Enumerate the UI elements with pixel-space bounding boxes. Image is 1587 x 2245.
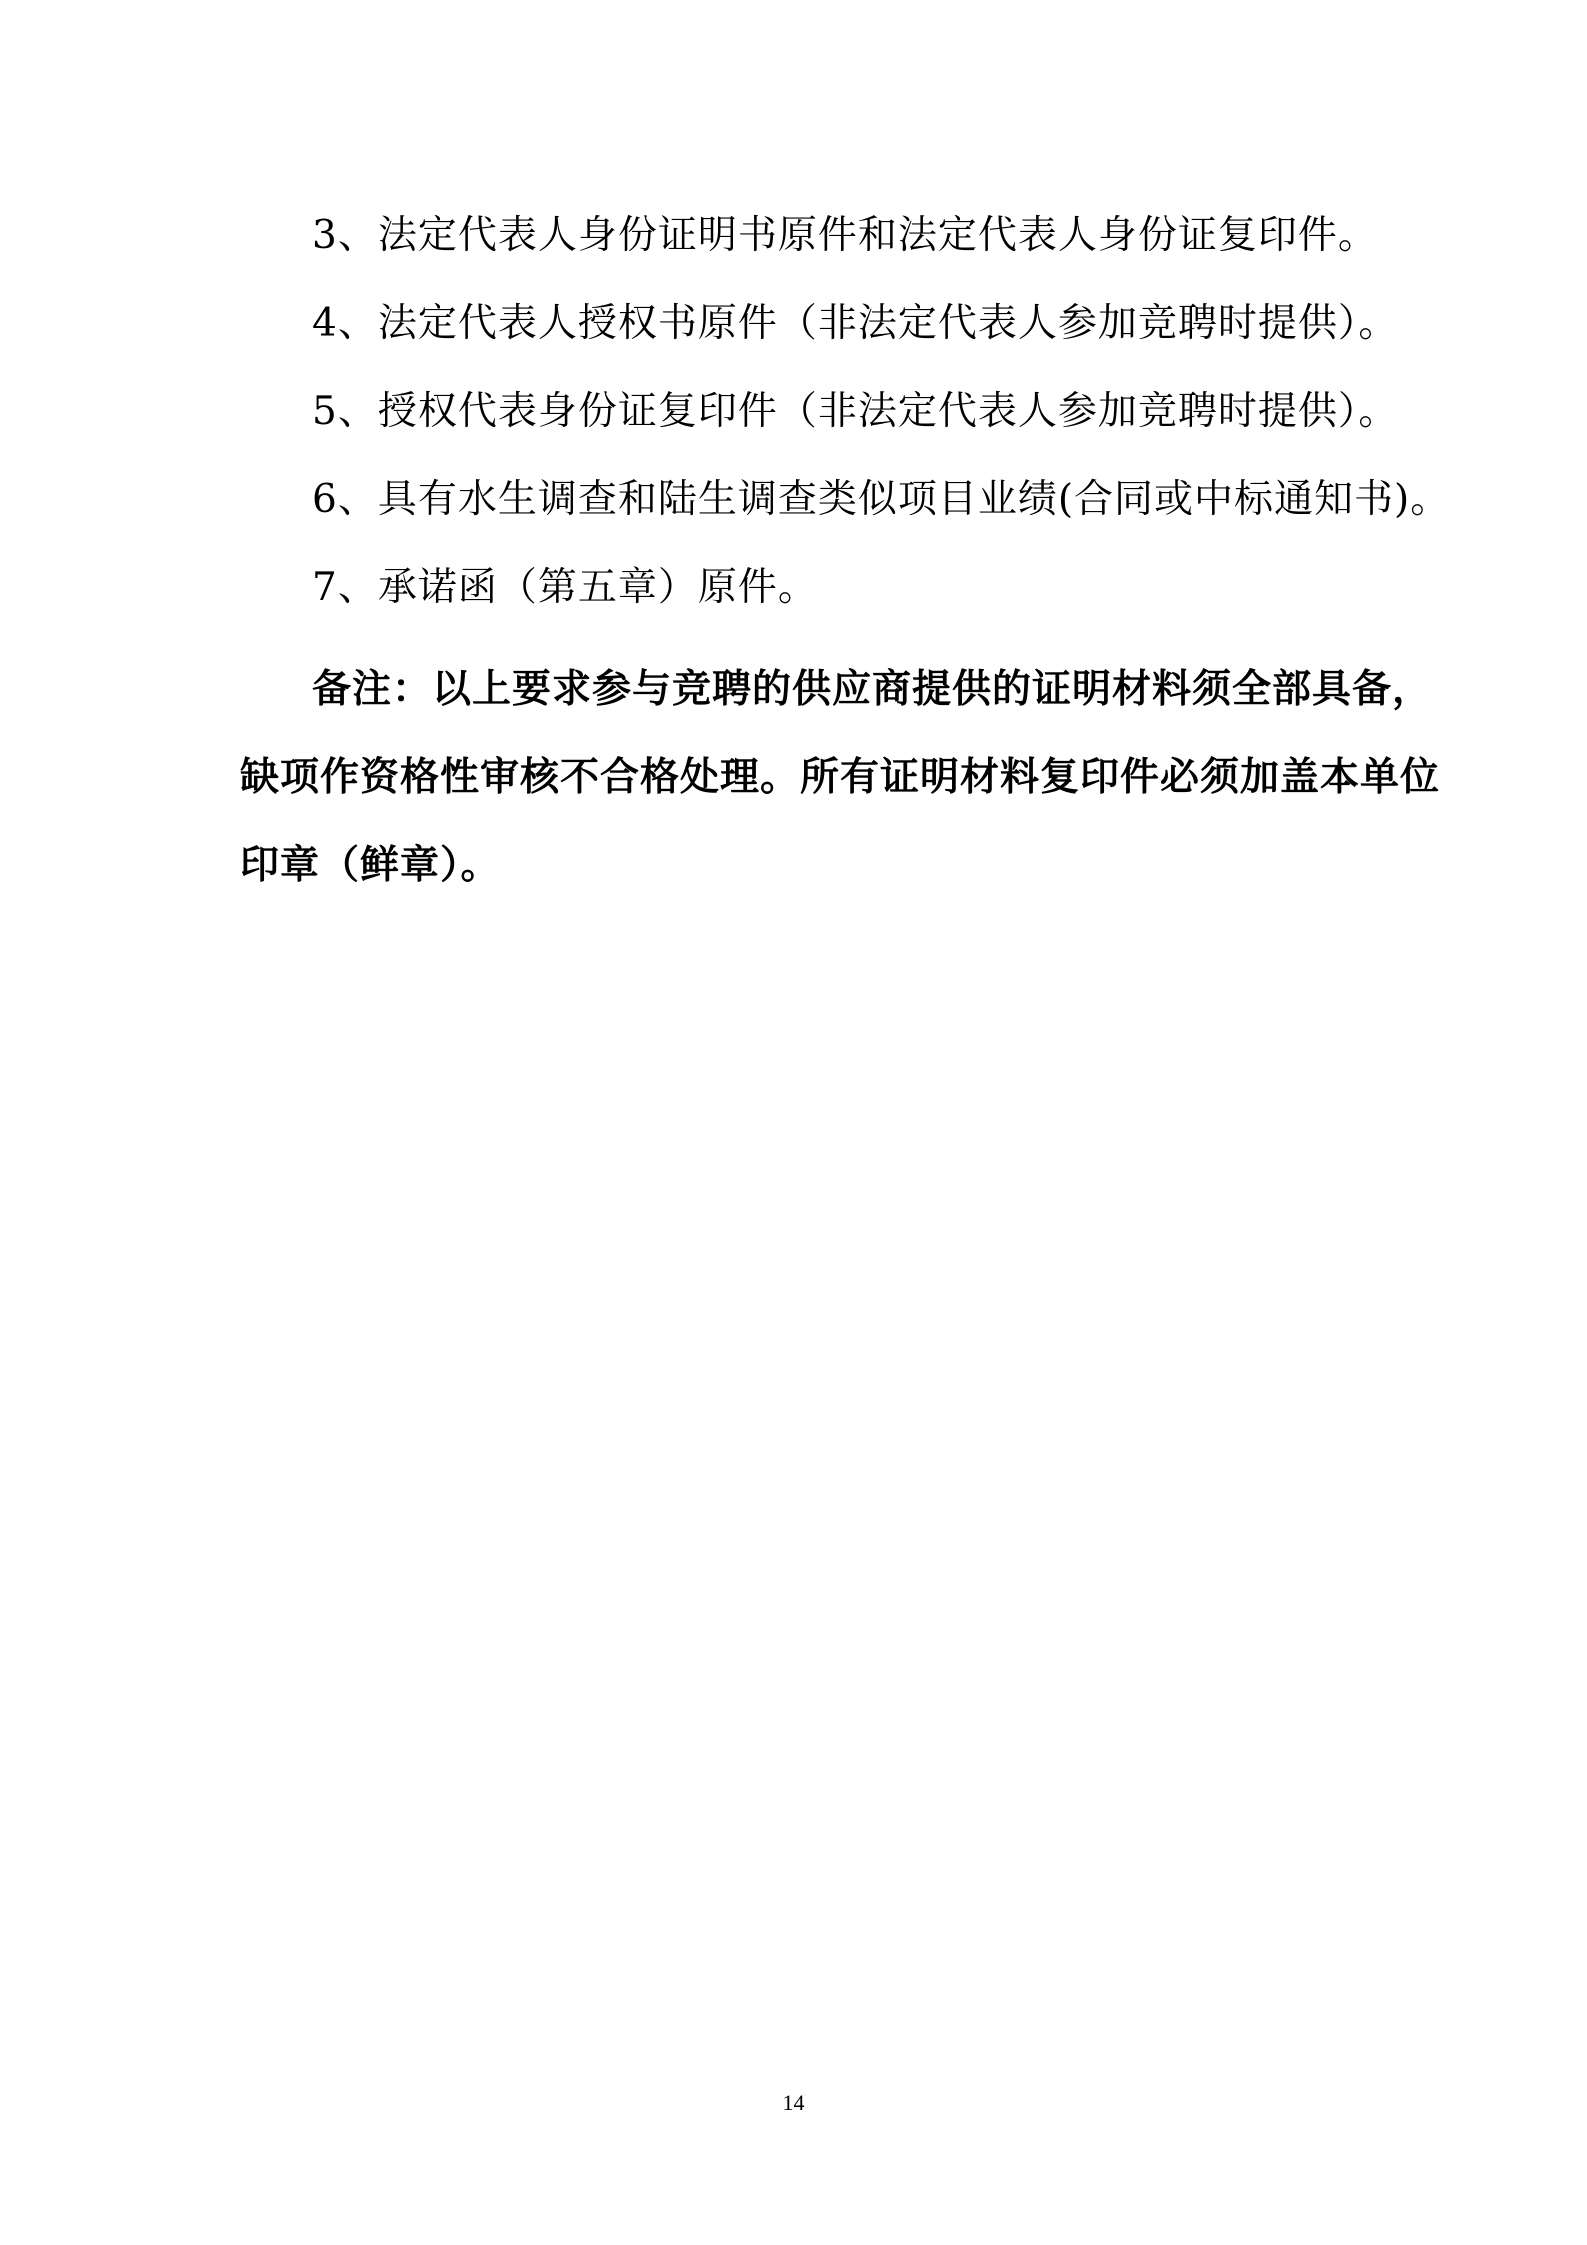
- requirement-item-3: 3、法定代表人身份证明书原件和法定代表人身份证复印件。: [312, 213, 1378, 258]
- requirement-item-4: 4、法定代表人授权书原件（非法定代表人参加竞聘时提供）。: [312, 301, 1399, 346]
- remark-line-3: 印章（鲜章）。: [240, 842, 501, 888]
- requirement-item-5: 5、授权代表身份证复印件（非法定代表人参加竞聘时提供）。: [312, 389, 1399, 434]
- remark-paragraph: [240, 645, 1441, 909]
- requirement-item-6: 6、具有水生调查和陆生调查类似项目业绩(合同或中标通知书)。: [312, 477, 1451, 522]
- remark-line-2: 缺项作资格性审核不合格处理。所有证明材料复印件必须加盖本单位: [240, 754, 1441, 800]
- page-number: 14: [782, 2090, 805, 2115]
- remark-line-1: 备注：以上要求参与竞聘的供应商提供的证明材料须全部具备，: [312, 666, 1433, 712]
- requirement-item-7: 7、承诺函（第五章）原件。: [312, 565, 818, 610]
